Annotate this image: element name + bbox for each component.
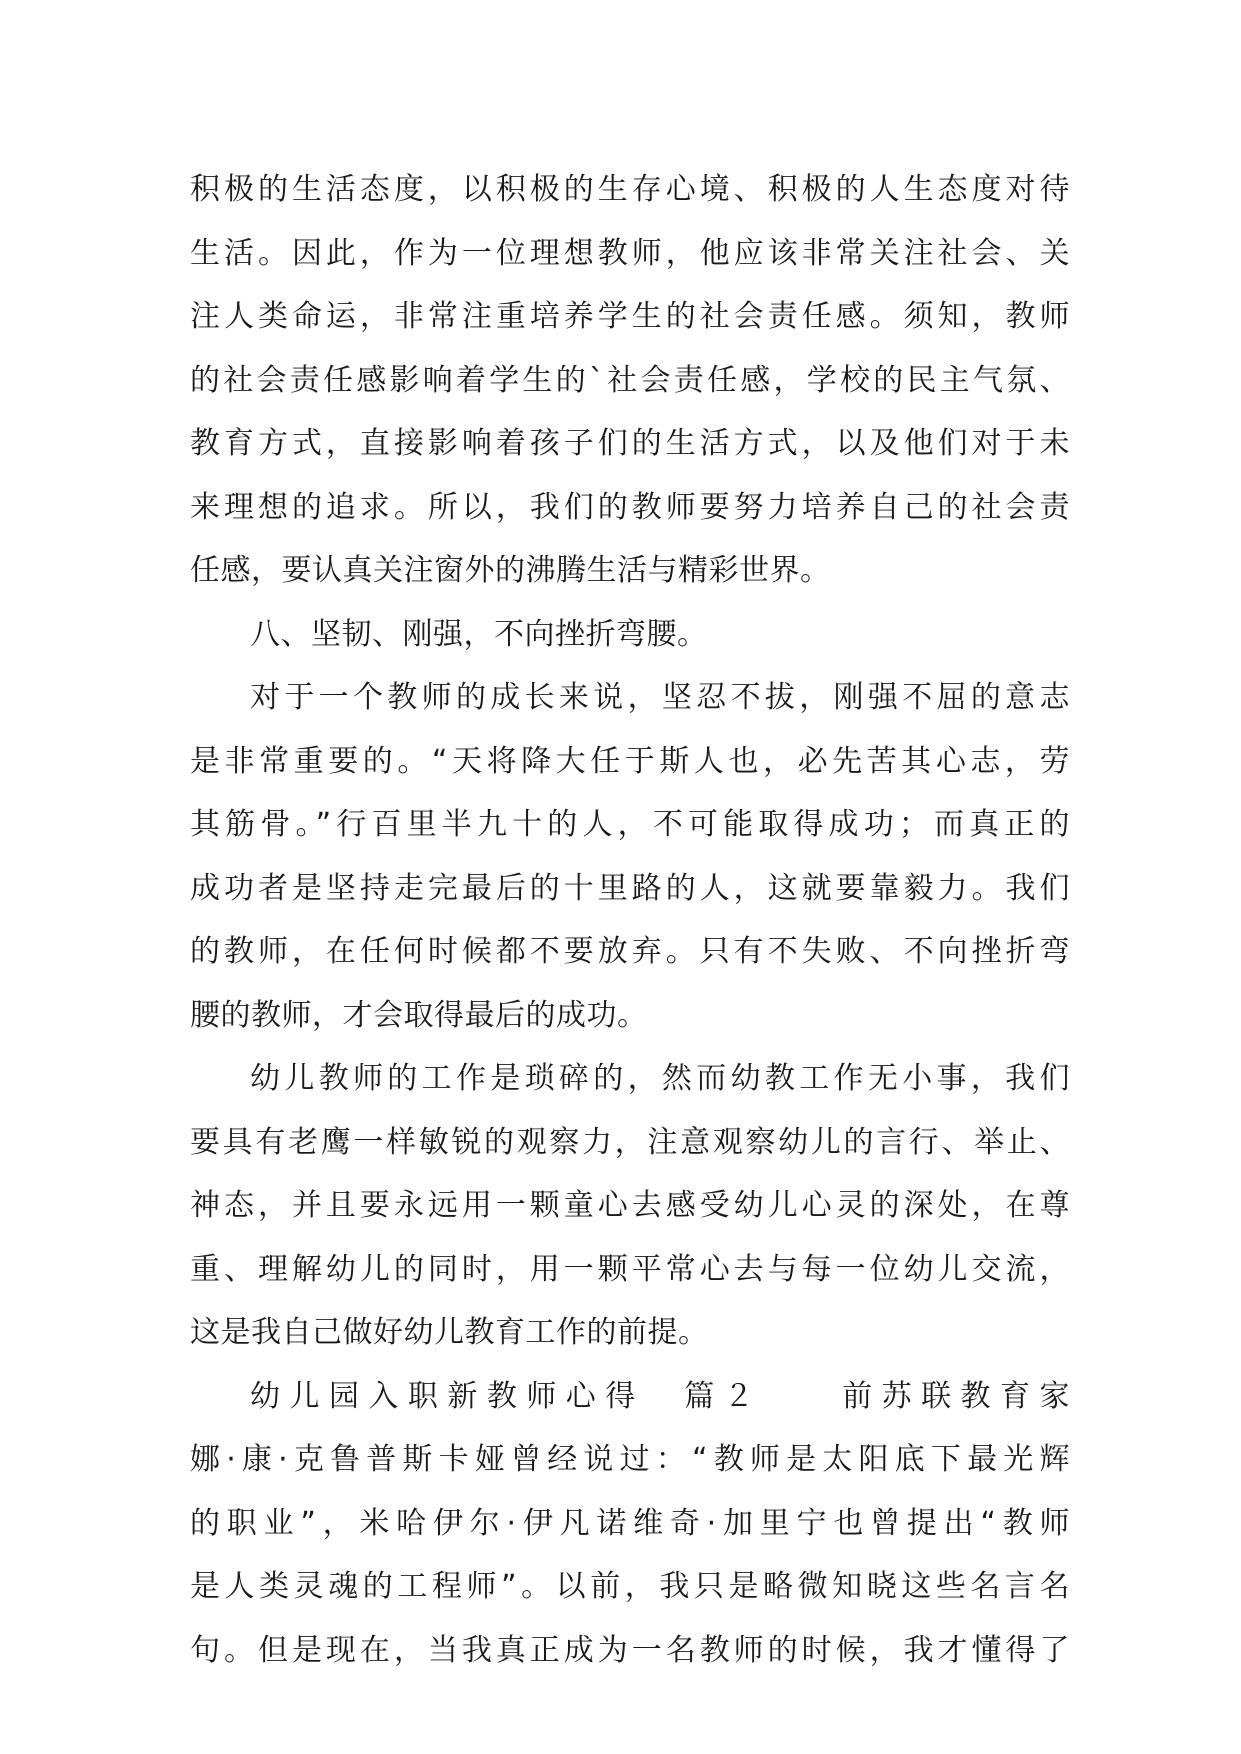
text-line: 娜·康·克鲁普斯卡娅曾经说过：“教师是太阳底下最光辉 [190, 1442, 1070, 1477]
text-line: 的职业”，米哈伊尔·伊凡诺维奇·加里宁也曾提出“教师 [190, 1505, 1070, 1541]
text-line: 要具有老鹰一样敏锐的观察力，注意观察幼儿的言行、举止、 [190, 1124, 1070, 1160]
text-line: 这是我自己做好幼儿教育工作的前提。 [190, 1315, 709, 1350]
text-line: 神态，并且要永远用一颗童心去感受幼儿心灵的深处，在尊 [190, 1188, 1070, 1223]
text-line: 是非常重要的。“天将降大任于斯人也，必先苦其心志，劳 [190, 743, 1070, 779]
text-line: 幼儿园入职新教师心得 篇２ 前苏联教育家 [250, 1378, 1070, 1414]
text-line: 教育方式，直接影响着孩子们的生活方式，以及他们对于未 [190, 426, 1070, 461]
text-line: 任感，要认真关注窗外的沸腾生活与精彩世界。 [190, 553, 831, 588]
text-line: 八、坚韧、刚强，不向挫折弯腰。 [250, 616, 708, 652]
text-line: 腰的教师，才会取得最后的成功。 [190, 997, 648, 1033]
body-text [190, 158, 1070, 1682]
text-line: 来理想的追求。所以，我们的教师要努力培养自己的社会责 [190, 489, 1070, 525]
text-line: 注人类命运，非常注重培养学生的社会责任感。须知，教师 [190, 299, 1070, 334]
text-line: 的教师，在任何时候都不要放弃。只有不失败、不向挫折弯 [190, 934, 1070, 969]
text-line: 积极的生活态度，以积极的生存心境、积极的人生态度对待 [190, 172, 1070, 207]
text-line: 其筋骨。”行百里半九十的人，不可能取得成功；而真正的 [190, 807, 1070, 842]
text-line: 句。但是现在，当我真正成为一名教师的时候，我才懂得了 [190, 1632, 1070, 1668]
text-line: 是人类灵魂的工程师”。以前，我只是略微知晓这些名言名 [190, 1569, 1070, 1604]
text-line: 对于一个教师的成长来说，坚忍不拔，刚强不屈的意志 [250, 680, 1070, 715]
text-line: 重、理解幼儿的同时，用一颗平常心去与每一位幼儿交流， [190, 1251, 1070, 1287]
text-line: 的社会责任感影响着学生的`社会责任感，学校的民主气氛、 [190, 362, 1070, 398]
text-line: 幼儿教师的工作是琐碎的，然而幼教工作无小事，我们 [250, 1061, 1070, 1096]
text-line: 成功者是坚持走完最后的十里路的人，这就要靠毅力。我们 [190, 870, 1070, 906]
text-line: 生活。因此，作为一位理想教师，他应该非常关注社会、关 [190, 235, 1070, 271]
